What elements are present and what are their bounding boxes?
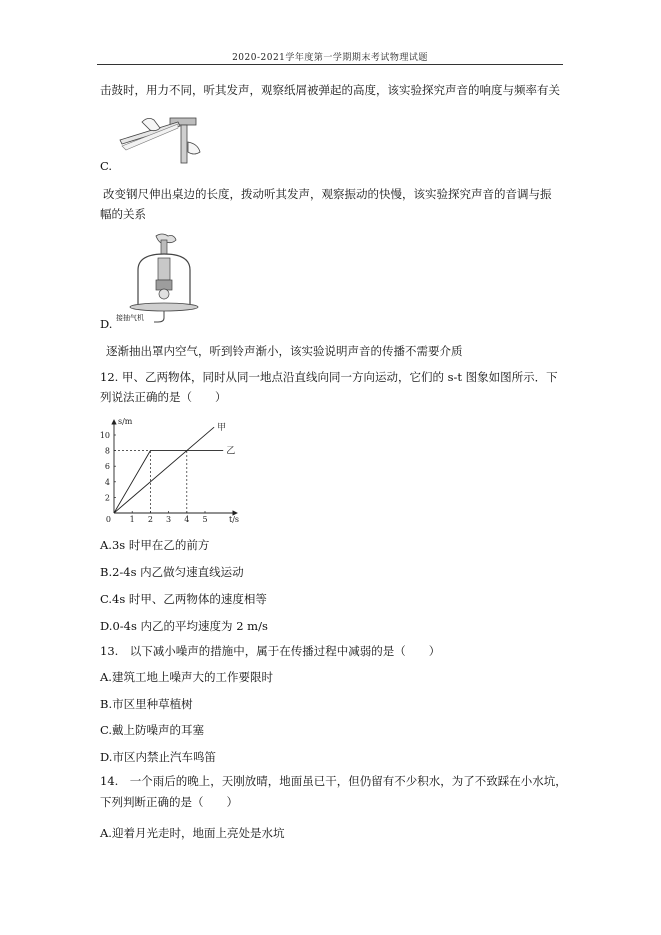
option-b-text: 击鼓时，用力不同，听其发声，观察纸屑被弹起的高度，该实验探究声音的响度与频率有关: [100, 83, 560, 97]
y-axis-label: s/m: [118, 417, 133, 426]
option-d-label: D.: [100, 317, 113, 331]
st-graph: [95, 410, 255, 526]
option-c-text-line2: 幅的关系: [100, 207, 146, 221]
q13-stem: 13. 以下减小噪声的措施中，属于在传播过程中减弱的是（ ）: [100, 644, 441, 658]
x-tick-label: 4: [184, 515, 190, 524]
q14-stem-line1: 14. 一个雨后的晚上，天刚放晴，地面虽已干，但仍留有不少积水，为了不致踩在小水坑，: [100, 774, 567, 788]
q12-option-b: B.2-4s 内乙做匀速直线运动: [100, 565, 244, 579]
pump-caption: 接抽气机: [116, 314, 144, 322]
y-tick-label: 6: [104, 462, 110, 472]
q12-option-c: C.4s 时甲、乙两物体的速度相等: [100, 592, 267, 606]
steel-ruler-figure: [118, 112, 208, 164]
q13-option-d: D.市区内禁止汽车鸣笛: [100, 750, 216, 764]
x-tick-label: 2: [147, 515, 153, 524]
option-c-label: C.: [100, 159, 113, 173]
y-tick-label: 4: [104, 477, 110, 487]
x-tick-label: 3: [166, 515, 172, 524]
series-line-jia: [114, 427, 214, 513]
origin-label: 0: [105, 515, 111, 524]
q13-option-c: C.戴上防噪声的耳塞: [100, 723, 205, 737]
x-axis-label: t/s: [229, 515, 240, 524]
q12-option-a: A.3s 时甲在乙的前方: [100, 538, 210, 552]
bell-jar-figure: [114, 232, 204, 324]
x-tick-label: 5: [202, 515, 208, 524]
option-c-text-line1: 改变钢尺伸出桌边的长度，拨动听其发声，观察振动的快慢，该实验探究声音的音调与振: [103, 187, 552, 201]
series-line-yi: [114, 451, 223, 513]
q14-option-a: A.迎着月光走时，地面上亮处是水坑: [100, 826, 285, 840]
x-tick-label: 1: [129, 515, 135, 524]
q12-stem-line1: 12. 甲、乙两物体，同时从同一地点沿直线向同一方向运动，它们的 s-t 图象如图所示．下: [100, 370, 558, 384]
q12-option-d: D.0-4s 内乙的平均速度为 2 m/s: [100, 619, 268, 633]
page-header: 2020-2021学年度第一学期期末考试物理试题: [232, 53, 428, 63]
option-d-text: 逐渐抽出罩内空气，听到铃声渐小，该实验说明声音的传播不需要介质: [106, 344, 463, 358]
y-tick-label: 8: [104, 446, 110, 456]
y-tick-label: 2: [104, 493, 110, 503]
q13-option-b: B.市区里种草植树: [100, 697, 193, 711]
y-tick-label: 10: [99, 431, 110, 440]
header-rule: [97, 64, 563, 65]
q14-stem-line2: 下列判断正确的是（ ）: [100, 795, 238, 809]
q13-option-a: A.建筑工地上噪声大的工作要限时: [100, 670, 273, 684]
q12-stem-line2: 列说法正确的是（ ）: [100, 390, 227, 404]
series-label: 乙: [226, 446, 236, 457]
series-label: 甲: [217, 423, 227, 434]
